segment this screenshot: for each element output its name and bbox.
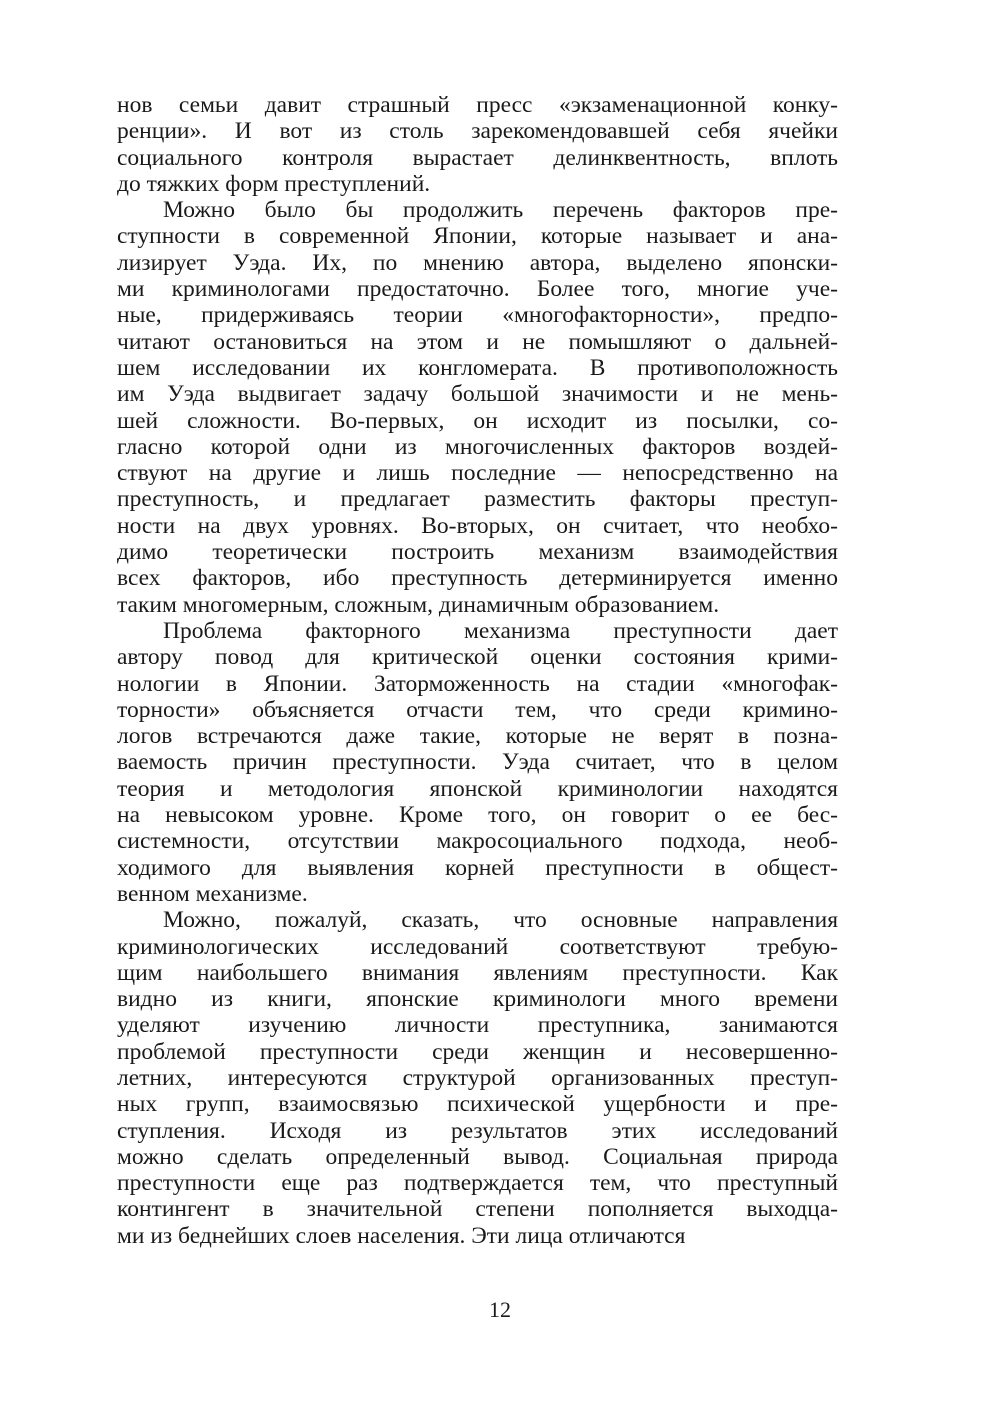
text-line: димо теоретически построить механизм взаимодействия xyxy=(117,539,838,566)
text-line: ми из беднейших слоев населения. Эти лица отличаются xyxy=(117,1222,686,1249)
text-line: проблемой преступности среди женщин и несовершенно- xyxy=(117,1038,838,1065)
text-line: логов встречаются даже такие, которые не верят в позна- xyxy=(117,723,838,750)
page-number: 12 xyxy=(489,1297,511,1322)
text-line: Можно, пожалуй, сказать, что основные направления xyxy=(163,907,838,934)
text-line: Проблема факторного механизма преступности дает xyxy=(163,617,838,644)
text-line: ные, придерживаясь теории «многофакторности», предпо- xyxy=(117,302,838,329)
text-line: Можно было бы продолжить перечень факторов пре- xyxy=(163,197,838,224)
paragraph xyxy=(117,907,838,1249)
text-line: контингент в значительной степени пополняется выходца- xyxy=(117,1196,838,1223)
text-line: уделяют изучению личности преступника, занимаются xyxy=(117,1012,838,1039)
text-line: шем исследовании их конгломерата. В противоположность xyxy=(117,354,838,381)
text-line: системности, отсутствии макросоциального подхода, необ- xyxy=(117,828,838,855)
paragraph xyxy=(117,92,838,197)
text-line: на невысоком уровне. Кроме того, он говорит о ее бес- xyxy=(117,802,838,829)
text-line: ренции». И вот из столь зарекомендовавшей себя ячейки xyxy=(117,118,838,145)
text-line: ми криминологами предостаточно. Более того, многие уче- xyxy=(117,276,838,303)
text-line: торности» объясняется отчасти тем, что среди кримино- xyxy=(117,696,838,723)
text-line: социального контроля вырастает делинквентность, вплоть xyxy=(117,144,838,171)
text-line: лизирует Уэда. Их, по мнению автора, выделено японски- xyxy=(117,249,838,276)
text-line: летних, интересуются структурой организованных преступ- xyxy=(117,1064,838,1091)
text-line: автору повод для критической оценки состояния крими- xyxy=(117,644,838,671)
text-line: нологии в Японии. Заторможенность на стадии «многофак- xyxy=(117,670,838,697)
text-line: шей сложности. Во-первых, он исходит из посылки, со- xyxy=(117,407,838,434)
text-line: видно из книги, японские криминологи много времени xyxy=(117,986,838,1013)
text-line: щим наибольшего внимания явлениям преступности. Как xyxy=(117,959,838,986)
text-line: до тяжких форм преступлений. xyxy=(117,170,431,197)
text-line: всех факторов, ибо преступность детерминируется именно xyxy=(117,565,838,592)
paragraph xyxy=(117,197,838,618)
text-line: ности на двух уровнях. Во-вторых, он считает, что необхо- xyxy=(117,512,838,539)
text-line: преступность, и предлагает разместить факторы преступ- xyxy=(117,486,838,513)
text-line: ступности в современной Японии, которые называет и ана- xyxy=(117,223,838,250)
text-line: нов семьи давит страшный пресс «экзаменационной конку- xyxy=(117,92,838,118)
text-line: теория и методология японской криминологии находятся xyxy=(117,775,838,802)
text-line: ваемость причин преступности. Уэда считает, что в целом xyxy=(117,749,838,776)
text-line: ступления. Исходя из результатов этих исследований xyxy=(117,1117,838,1144)
body-text xyxy=(117,92,838,1249)
text-line: ных групп, взаимосвязью психической ущербности и пре- xyxy=(117,1091,838,1118)
text-line: гласно которой одни из многочисленных факторов воздей- xyxy=(117,433,838,460)
text-line: ствуют на другие и лишь последние — непосредственно на xyxy=(117,460,838,487)
text-line: преступности еще раз подтверждается тем, что преступный xyxy=(117,1170,838,1197)
text-line: криминологических исследований соответствуют требую- xyxy=(117,933,838,960)
text-line: таким многомерным, сложным, динамичным образованием. xyxy=(117,591,720,618)
text-line: читают остановиться на этом и не помышляют о дальней- xyxy=(117,328,838,355)
text-line: ходимого для выявления корней преступности в общест- xyxy=(117,854,838,881)
text-line: им Уэда выдвигает задачу большой значимости и не мень- xyxy=(117,381,838,408)
text-line: можно сделать определенный вывод. Социальная природа xyxy=(117,1143,838,1170)
paragraph xyxy=(117,618,838,907)
text-line: венном механизме. xyxy=(117,880,308,907)
